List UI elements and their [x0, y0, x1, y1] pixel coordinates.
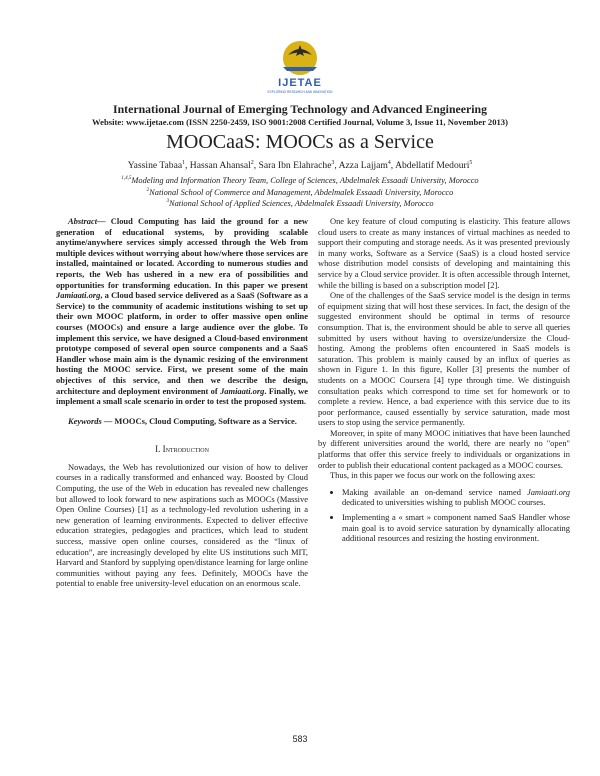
- paragraph: Moreover, in spite of many MOOC initiatives that have been launched by different universities around the world, there are nearly no "open" platforms that offer this service freely to individuals or organizations in order to publish their educational content packaged as a MOOC courses.: [318, 427, 570, 470]
- keywords: Keywords — MOOCs, Cloud Computing, Software as a Service.: [68, 415, 297, 426]
- paragraph: Nowadays, the Web has revolutionized our vision of how to deliver courses in a radically transformed and enhanced way. Boosted by Cloud Computing, the use of the Web in education has revealed new challenges but allowed to look forward to new aspirations such as MOOCs (Massive Open Online Courses) [1] as a technology-led revolution ushering in a new generation of learning environments. Expected to deliver effective education strategies, pedagogies and practices, which lead to student success, massive open online courses, considered as the “linux of education”, are increasingly developed by elite US institutions such MIT, Harvard and Stanford by supplying open/distance learning for large online communities without paying any fees. Definitely, MOOCs have the potential to enable free university-level education on an enormous scale.: [56, 461, 308, 589]
- author-list: Yassine Tabaa$^1$, Hassan Ahansal$^2$, Sara Ibn Elahrache$^3$, Azza Lajjam$^4$, Abdellatif Medouri$^5$: [127, 160, 473, 172]
- list-item: • Implementing a « smart » component named SaaS Handler whose main goal is to avoid service saturation by dynamically allocating additional resources and resizing the hosting environment.: [342, 512, 570, 544]
- logo-wordmark: IJETAE: [278, 77, 322, 89]
- abstract: Abstract— Cloud Computing has laid the ground for a new generation of educational systems, by providing scalable anytime/anywhere services simply accessed through the Web from multiple devices without worrying about how/where those services are installed, maintained or located. According to numerous studies and reports, the Web has ushered in a new era of possibilities and opportunities for transforming education. In this paper we present Jamiaati.org, a Cloud based service delivered as a SaaS (Software as a Service) to the community of academic institutions wishing to set up their own MOOC platform, in order to offer massive open online courses (MOOCs) and ensure a large audience over the globe. To implement this service, we have designed a Cloud-based environment prototype composed of several open source components and a SaaS Handler whose main aim is the dynamic resizing of the environment hosting the MOOC service. First, we present some of the main objectives of this service, and then we describe the design, architecture and deployment environment of Jamiaati.org. Finally, we implement a small scale scenario in order to test the proposed system.: [56, 216, 308, 407]
- journal-name: International Journal of Emerging Technology and Advanced Engineering: [113, 102, 487, 116]
- paragraph: One key feature of cloud computing is elasticity. This feature allows cloud users to create as many instances of virtual machines as needed to support their computing and storage needs. As it was presented previously in many works, Software as a Service (SaaS) is a cloud hosted service whose distribution model consists of developing and maintaining this service by a Cloud service provider. It is often accessible through Internet, while the billing is based on a subscription model [2].: [318, 216, 570, 290]
- affiliation: $^2$National School of Commerce and Management, Abdelmalek Essaadi University, Morocco: [146, 188, 454, 197]
- author: Hassan Ahansal: [189, 160, 251, 172]
- right-column: [318, 216, 570, 548]
- logo-tagline: EXPLORING RESEARCH AND INNOVATION: [267, 90, 333, 94]
- page-number: 583: [292, 734, 308, 744]
- paragraph: One of the challenges of the SaaS service model is the design in terms of equipment sizing that will host these services. In fact, the design of the suggested environment should be optimal in terms of resource consumption. That is, the environment should be able to serve all queries submitted by users without having to oversize/undersize the Cloud-hosting. Among the problems often encountered in SaaS models is saturation. This problem is mainly caused by an influx of queries as shown in Figure 1. In this figure, Koller [3] presents the number of students on a MOOC Coursera [4] type through time. We distinguish consultation peaks which correspond to time set for homework or to complete a review. Hence, a bad experience with this service due to its poor performance, caused essentially by service saturation, made most users to stop using the service permanently.: [318, 290, 570, 428]
- journal-logo: [255, 38, 345, 96]
- logo-emblem-icon: [283, 41, 317, 75]
- author: Yassine Tabaa: [127, 160, 183, 172]
- objective-list: [318, 487, 570, 544]
- journal-website: Website: www.ijetae.com (ISSN 2250-2459, ISO 9001:2008 Certified Journal, Volume 3, Issue 11, November 2013): [92, 117, 508, 127]
- list-item: • Making available an on-demand service named Jamiaati.org dedicated to universities wishing to publish MOOC courses.: [342, 487, 570, 508]
- paragraph: Thus, in this paper we focus our work on the following axes:: [330, 470, 536, 481]
- affiliation: $^{1,4,5}$Modeling and Information Theory Team, College of Sciences, Abdelmalek Essaadi University, Morocco: [121, 176, 479, 185]
- paper-title: MOOCaaS: MOOCs as a Service: [166, 131, 434, 153]
- author: Sara Ibn Elahrache: [258, 160, 332, 172]
- section-heading: I. Introduction: [155, 444, 209, 455]
- affiliation: $^3$National School of Applied Sciences, Abdelmalek Essaadi University, Morocco: [166, 199, 434, 208]
- author: Azza Lajjam: [338, 160, 388, 172]
- author: Abdellatif Medouri: [395, 160, 470, 172]
- left-column: [56, 216, 308, 589]
